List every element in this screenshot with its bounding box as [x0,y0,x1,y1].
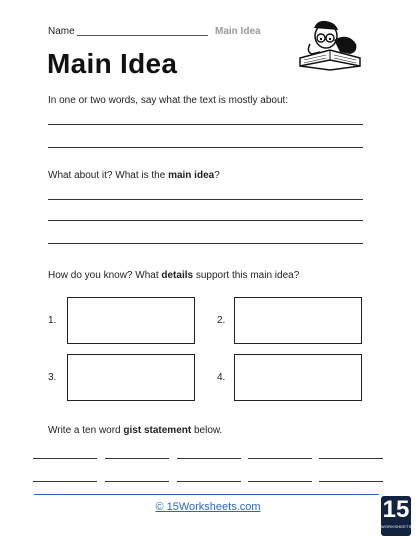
page-title: Main Idea [47,48,178,79]
answer-line[interactable] [48,199,363,200]
logo-number: 15 [382,496,410,523]
site-logo [381,496,411,536]
header-topic: Main Idea [215,26,261,37]
footer-divider [34,494,379,495]
reading-character-icon [296,14,366,74]
footer-credit[interactable]: © 15Worksheets.com [155,501,261,513]
box-number-2: 2. [217,315,226,326]
answer-line[interactable] [48,147,363,148]
gist-word-line[interactable] [33,481,97,482]
gist-word-line[interactable] [177,458,241,459]
box-number-3: 3. [48,372,57,383]
gist-word-line[interactable] [177,481,241,482]
box-number-1: 1. [48,315,57,326]
question-gist: Write a ten word gist statement below. [48,425,223,436]
answer-line[interactable] [48,243,363,244]
detail-box-1[interactable] [67,297,195,344]
logo-word: WORKSHEETS [381,524,412,529]
answer-line[interactable] [48,124,363,125]
detail-box-2[interactable] [234,297,362,344]
box-number-4: 4. [217,372,226,383]
question-details: How do you know? What details support this main idea? [48,270,300,281]
name-label: Name [48,26,75,37]
gist-word-line[interactable] [105,458,169,459]
question-topic: In one or two words, say what the text is mostly about: [48,95,289,106]
gist-word-line[interactable] [33,458,97,459]
gist-word-line[interactable] [105,481,169,482]
detail-box-4[interactable] [234,354,362,401]
gist-word-line[interactable] [248,481,312,482]
name-line[interactable] [77,35,208,36]
gist-word-line[interactable] [319,458,383,459]
detail-box-3[interactable] [67,354,195,401]
question-main-idea: What about it? What is the main idea? [48,170,220,181]
gist-word-line[interactable] [319,481,383,482]
gist-word-line[interactable] [248,458,312,459]
answer-line[interactable] [48,220,363,221]
